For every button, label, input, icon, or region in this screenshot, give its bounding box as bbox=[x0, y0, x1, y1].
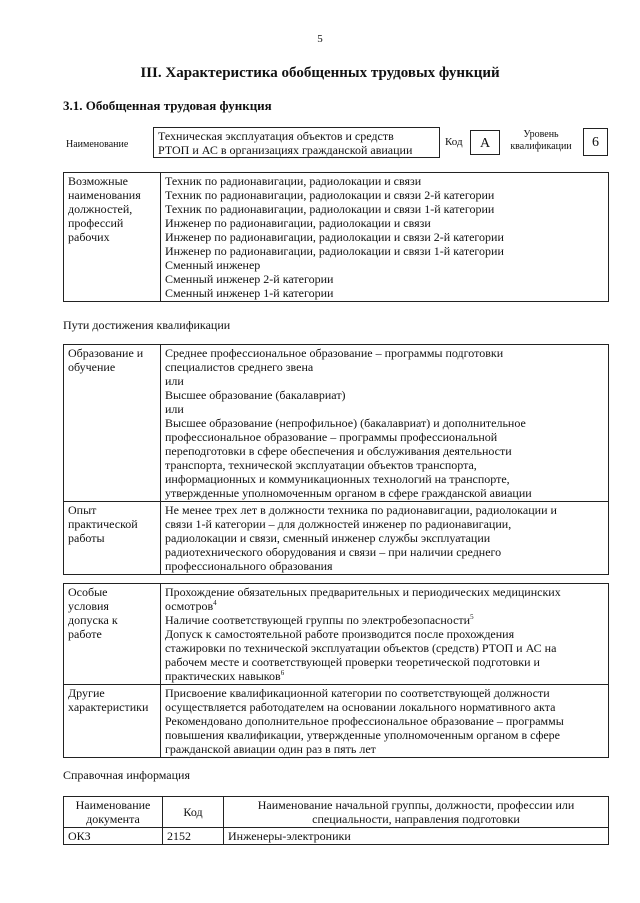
text-line: информационных и коммуникационных технологий на транспорте, bbox=[165, 472, 510, 486]
code-label: Код bbox=[445, 136, 463, 148]
label-line: Опыт bbox=[68, 503, 97, 517]
positions-table bbox=[63, 172, 609, 302]
text-line bbox=[165, 613, 604, 627]
level-value: 6 bbox=[583, 128, 608, 156]
footnote-ref: 4 bbox=[213, 599, 217, 607]
text-line: Среднее профессиональное образование – программы подготовки bbox=[165, 346, 504, 360]
text-line: Присвоение квалификационной категории по соответствующей должности bbox=[165, 686, 550, 700]
text-line: рабочем месте и соответствующей проверки теоретической подготовки и bbox=[165, 655, 540, 669]
conditions-text bbox=[161, 584, 609, 685]
conditions-table bbox=[63, 583, 609, 758]
position-item: Техник по радионавигации, радиолокации и связи 1-й категории bbox=[165, 202, 495, 216]
text-line: Допуск к самостоятельной работе производится после прохождения bbox=[165, 627, 515, 641]
experience-label bbox=[64, 502, 161, 575]
label-line: условия bbox=[68, 599, 109, 613]
conditions-label bbox=[64, 584, 161, 685]
text-line: Не менее трех лет в должности техника по радионавигации, радиолокации и bbox=[165, 503, 557, 517]
label-line: Другие bbox=[68, 686, 105, 700]
label-line: рабочих bbox=[68, 230, 110, 244]
text-line: или bbox=[165, 402, 184, 416]
education-text bbox=[161, 345, 609, 502]
position-item: Инженер по радионавигации, радиолокации и связи 1-й категории bbox=[165, 244, 504, 258]
text-line: гражданской авиации один раз в пять лет bbox=[165, 742, 376, 756]
label-line: практической bbox=[68, 517, 138, 531]
positions-list bbox=[161, 173, 609, 302]
header-line: документа bbox=[86, 812, 140, 826]
label-line: наименования bbox=[68, 188, 141, 202]
text-line: или bbox=[165, 374, 184, 388]
name-label: Наименование bbox=[66, 139, 129, 150]
text-line: радиолокации и связи, сменный инженер службы эксплуатации bbox=[165, 531, 491, 545]
footnote-ref: 5 bbox=[470, 613, 474, 621]
text-line: утвержденные уполномоченным органом в сфере гражданской авиации bbox=[165, 486, 532, 500]
text-line: специалистов среднего звена bbox=[165, 360, 314, 374]
label-line: характеристики bbox=[68, 700, 149, 714]
education-label bbox=[64, 345, 161, 502]
label-line: Возможные bbox=[68, 174, 128, 188]
text-line: переподготовки в сфере обеспечения и обслуживания деятельности bbox=[165, 444, 512, 458]
text-line: связи 1-й категории – для должностей инженер по радионавигации, bbox=[165, 517, 512, 531]
function-name-box bbox=[153, 127, 440, 158]
text-fragment: практических навыков bbox=[165, 669, 281, 683]
text-fragment: осмотров bbox=[165, 599, 214, 613]
label-line: Образование и bbox=[68, 346, 144, 360]
paths-title: Пути достижения квалификации bbox=[63, 318, 231, 332]
level-label-line: квалификации bbox=[510, 141, 572, 152]
header-line: специальности, направления подготовки bbox=[312, 812, 520, 826]
text-line: Высшее образование (непрофильное) (бакалавриат) и дополнительное bbox=[165, 416, 526, 430]
label-line: должностей, bbox=[68, 202, 133, 216]
text-line: Рекомендовано дополнительное профессиональное образование – программы bbox=[165, 714, 564, 728]
ref-cell-code: 2152 bbox=[163, 828, 224, 845]
label-line: работы bbox=[68, 531, 105, 545]
text-fragment: Наличие соответствующей группы по электробезопасности bbox=[165, 613, 471, 627]
function-name-line: РТОП и АС в организациях гражданской авиации bbox=[158, 143, 413, 157]
ref-header-doc bbox=[64, 797, 163, 828]
label-line: Особые bbox=[68, 585, 108, 599]
ref-header-code: Код bbox=[163, 797, 224, 828]
level-label bbox=[505, 129, 577, 153]
text-line: профессионального образования bbox=[165, 559, 333, 573]
label-line: обучение bbox=[68, 360, 116, 374]
code-value: А bbox=[470, 130, 500, 155]
position-item: Техник по радионавигации, радиолокации и связи 2-й категории bbox=[165, 188, 495, 202]
text-line: радиотехнического оборудования и связи – при наличии среднего bbox=[165, 545, 502, 559]
ref-cell-name: Инженеры-электроники bbox=[224, 828, 609, 845]
ref-cell-doc: ОКЗ bbox=[64, 828, 163, 845]
experience-text bbox=[161, 502, 609, 575]
text-line bbox=[165, 669, 604, 683]
position-item: Сменный инженер bbox=[165, 258, 261, 272]
position-item: Сменный инженер 2-й категории bbox=[165, 272, 334, 286]
text-line: повышения квалификации, утвержденные уполномоченным органом в сфере bbox=[165, 728, 561, 742]
text-line bbox=[165, 599, 604, 613]
text-line: Высшее образование (бакалавриат) bbox=[165, 388, 346, 402]
label-line: профессий bbox=[68, 216, 124, 230]
label-line: работе bbox=[68, 627, 102, 641]
reference-title: Справочная информация bbox=[63, 768, 190, 782]
text-line: Прохождение обязательных предварительных и периодических медицинских bbox=[165, 585, 561, 599]
level-label-line: Уровень bbox=[523, 129, 559, 140]
qualification-paths-table bbox=[63, 344, 609, 575]
reference-table bbox=[63, 796, 609, 845]
header-line: Наименование начальной группы, должности, профессии или bbox=[257, 798, 575, 812]
position-item: Техник по радионавигации, радиолокации и связи bbox=[165, 174, 422, 188]
footnote-ref: 6 bbox=[280, 669, 285, 677]
text-line: осуществляется работодателем на основании локального нормативного акта bbox=[165, 700, 556, 714]
text-line: профессиональное образование – программы профессиональной bbox=[165, 430, 498, 444]
other-label bbox=[64, 685, 161, 758]
header-line: Наименование bbox=[75, 798, 151, 812]
position-item: Сменный инженер 1-й категории bbox=[165, 286, 334, 300]
section-title: III. Характеристика обобщенных трудовых функций bbox=[140, 65, 500, 81]
function-name-line: Техническая эксплуатация объектов и средств bbox=[158, 129, 394, 143]
position-item: Инженер по радионавигации, радиолокации и связи 2-й категории bbox=[165, 230, 504, 244]
other-text bbox=[161, 685, 609, 758]
ref-header-name bbox=[224, 797, 609, 828]
positions-label bbox=[64, 173, 161, 302]
text-line: транспорта, технической эксплуатации объектов транспорта, bbox=[165, 458, 477, 472]
subsection-title: 3.1. Обобщенная трудовая функция bbox=[63, 98, 272, 113]
label-line: допуска к bbox=[68, 613, 118, 627]
text-line: стажировки по технической эксплуатации объектов (средств) РТОП и АС на bbox=[165, 641, 557, 655]
page-number: 5 bbox=[317, 33, 323, 45]
position-item: Инженер по радионавигации, радиолокации и связи bbox=[165, 216, 431, 230]
